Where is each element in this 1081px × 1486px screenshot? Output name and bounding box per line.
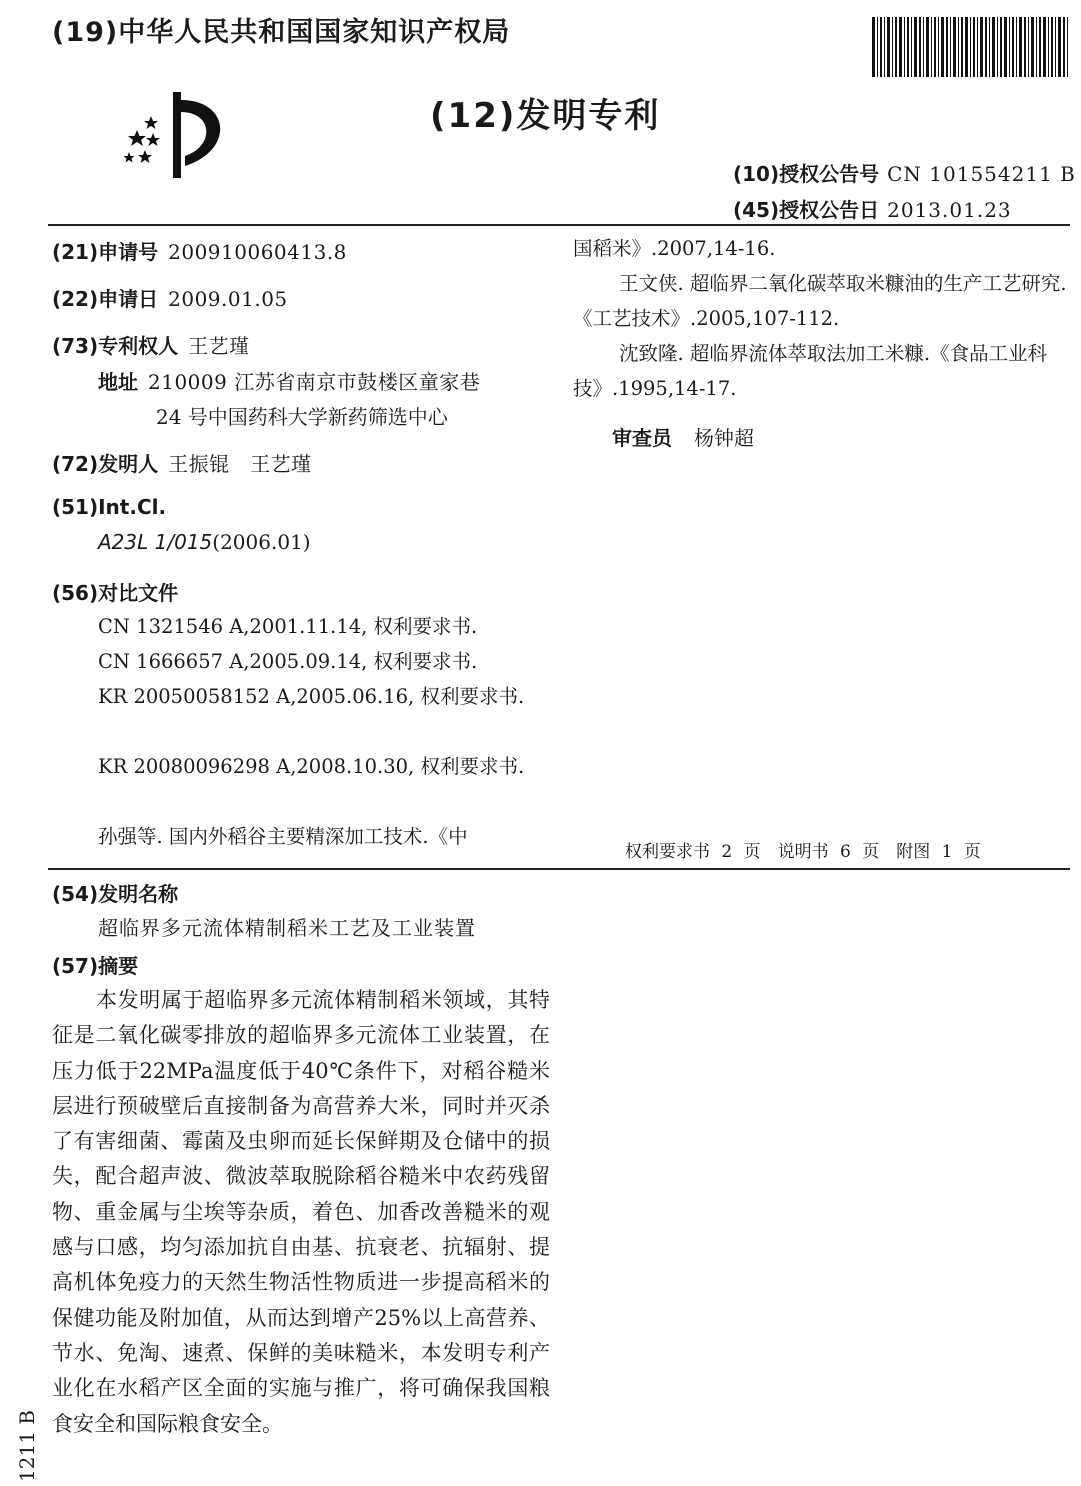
grant-date: 2013.01.23 [887, 198, 1012, 222]
header-divider [48, 224, 1070, 226]
examiner-field [612, 422, 754, 451]
reference-item: CN 1321546 A,2001.11.14, 权利要求书. [98, 615, 478, 638]
invention-title-label: (54)发明名称 [52, 882, 179, 906]
barcode [872, 17, 1068, 77]
int-cl-value [98, 530, 311, 554]
reference-item: CN 1666657 A,2005.09.14, 权利要求书. [98, 650, 478, 673]
address-line-1: 210009 江苏省南京市鼓楼区童家巷 [148, 370, 481, 394]
invention-title: 超临界多元流体精制稻米工艺及工业装置 [98, 916, 476, 940]
grant-number-label: (10)授权公告号 [733, 162, 880, 186]
references-continued [573, 231, 1068, 406]
application-date-label: (22)申请日 [52, 287, 159, 311]
inventor-label: (72)发明人 [52, 452, 159, 476]
patentee-label: (73)专利权人 [52, 334, 179, 358]
grant-date-label: (45)授权公告日 [733, 198, 880, 222]
grant-number-row [733, 158, 1076, 187]
int-cl-code: A23L 1/015 [98, 530, 213, 554]
reference-item: KR 20050058152 A,2005.06.16, 权利要求书. [98, 685, 525, 708]
office-name: (19)中华人民共和国国家知识产权局 [52, 17, 511, 48]
address-field [98, 366, 480, 395]
int-cl-label: (51)Int.Cl. [52, 495, 167, 519]
reference-item: 沈致隆. 超临界流体萃取法加工米糠.《食品工业科技》.1995,14-17. [573, 342, 1048, 400]
reference-item: 国稻米》.2007,14-16. [573, 237, 776, 260]
examiner-name: 杨钟超 [694, 426, 754, 450]
examiner-label: 审查员 [612, 426, 672, 450]
side-document-number-text: 1211 B [15, 1410, 39, 1482]
application-date: 2009.01.05 [168, 287, 288, 311]
inventor-field [52, 448, 542, 477]
references-label: (56)对比文件 [52, 581, 179, 605]
int-cl-version: (2006.01) [212, 530, 311, 554]
sipo-emblem-icon [115, 88, 235, 183]
reference-item: 孙强等. 国内外稻谷主要精深加工技术.《中 [98, 825, 468, 848]
document-type-title: (12)发明专利 [430, 96, 661, 136]
page-count-summary: 权利要求书 2 页 说明书 6 页 附图 1 页 [625, 842, 981, 862]
reference-item: KR 20080096298 A,2008.10.30, 权利要求书. [98, 755, 525, 778]
reference-item: 王文侠. 超临界二氧化碳萃取米糠油的生产工艺研究.《工艺技术》.2005,107-112. [573, 272, 1067, 330]
patentee: 王艺瑾 [188, 334, 250, 358]
abstract-text: 本发明属于超临界多元流体精制稻米领域，其特征是二氧化碳零排放的超临界多元流体工业装置，在压力低于22MPa温度低于40℃条件下，对稻谷糙米层进行预破壁后直接制备为高营养大米，同时并灭杀了有害细菌、霉菌及虫卵而延长保鲜期及仓储中的损失，配合超声波、微波萃取脱除稻谷糙米中农药残留物、重金属与尘埃等杂质，着色、加香改善糙米的观感与口感，均匀添加抗自由基、抗衰老、抗辐射、提高机体免疫力的天然生物活性物质进一步提高稻米的保健功能及附加值，从而达到增产25%以上高营养、节水、免淘、速煮、保鲜的美味糙米，本发明专利产业化在水稻产区全面的实施与推广，将可确保我国粮食安全和国际粮食安全。 [52, 988, 550, 1436]
grant-date-row [733, 194, 1012, 223]
patentee-field [52, 330, 542, 359]
address-line-2: 24 号中国药科大学新药筛选中心 [156, 405, 448, 429]
grant-number: CN 101554211 B [887, 162, 1076, 186]
address-label: 地址 [98, 370, 138, 394]
inventors: 王振锟 王艺瑾 [168, 452, 312, 476]
application-number-label: (21)申请号 [52, 240, 159, 264]
side-document-number [14, 1410, 54, 1482]
section-divider [48, 868, 1070, 870]
application-number-field [52, 236, 542, 265]
abstract-label: (57)摘要 [52, 954, 139, 978]
application-date-field [52, 283, 542, 312]
application-number: 200910060413.8 [168, 240, 347, 264]
